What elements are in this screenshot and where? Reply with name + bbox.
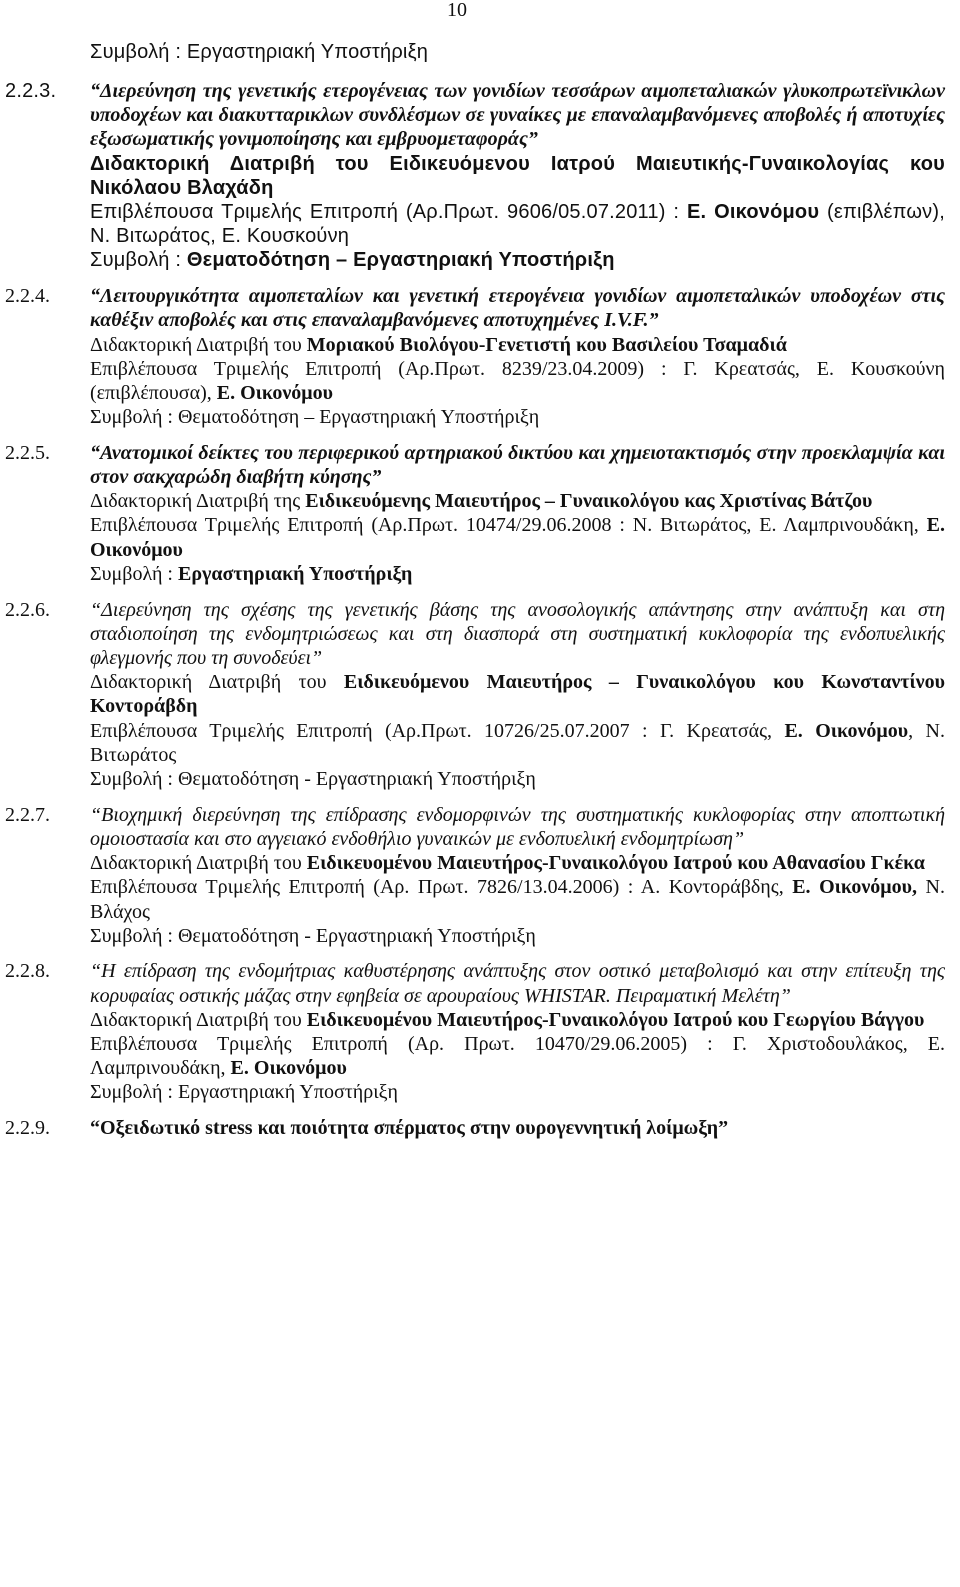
dissertation-line bbox=[90, 333, 945, 357]
committee-rest: (επιβλέπων), Ν. Βιτωράτος, Ε. Κουσκούνη bbox=[90, 201, 946, 248]
entry-number: 2.2.4. bbox=[5, 285, 50, 308]
dissertation-person: Ειδικευόμενης Μαιευτήρος – Γυναικολόγου κας Χριστίνας Βάτζου bbox=[305, 490, 873, 513]
entry-title: “Λειτουργικότητα αιμοπεταλίων και γενετική ετερογένεια γονιδίων αιμοπεταλικών υποδοχέων στις καθέξιν αποβολές και στις επαναλαμβανόμενες αποτυχημένες I.V.F.” bbox=[90, 285, 945, 332]
contribution-line bbox=[90, 767, 945, 791]
dissertation-person: Ειδικευομένου Μαιευτήρος-Γυναικολόγου Ιατρού κου Γεωργίου Βάγγου bbox=[306, 1008, 925, 1031]
committee-text: Επιβλέπουσα Τριμελής Επιτροπή (Αρ. Πρωτ. 7826/13.04.2006) : Α. Κοντοράβδης, bbox=[90, 876, 793, 899]
committee-text: Επιβλέπουσα Τριμελής Επιτροπή (Αρ.Πρωτ. 8239/23.04.2009) : Γ. Κρεατσάς, Ε. Κουσκούνη (επιβλέπουσα), bbox=[90, 357, 945, 404]
committee-line bbox=[90, 1032, 945, 1080]
committee-line bbox=[90, 875, 945, 923]
dissertation-prefix: Διδακτορική Διατριβή του bbox=[90, 852, 307, 875]
contribution-label: Συμβολή : Θεματοδότηση - Εργαστηριακή Υποστήριξη bbox=[90, 767, 536, 790]
contribution-label: Συμβολή : Εργαστηριακή Υποστήριξη bbox=[90, 1081, 398, 1104]
dissertation-person: Μοριακού Βιολόγου-Γενετιστή κου Βασιλείου Τσαμαδιά bbox=[306, 333, 787, 356]
entry-number: 2.2.5. bbox=[5, 441, 50, 464]
committee-text: Επιβλέπουσα Τριμελής Επιτροπή (Αρ.Πρωτ. 10726/25.07.2007 : Γ. Κρεατσάς, bbox=[90, 719, 785, 742]
dissertation-line: Διδακτορική Διατριβή του Ειδικευόμενου Ιατρού Μαιευτικής-Γυναικολογίας κου Νικόλαου Βλαχάδη bbox=[90, 152, 945, 199]
list-item bbox=[5, 598, 949, 792]
list-item bbox=[5, 284, 949, 429]
intro-contribution-line: Συμβολή : Εργαστηριακή Υποστήριξη bbox=[90, 41, 429, 63]
list-item bbox=[5, 441, 949, 586]
contribution-label: Συμβολή : Θεματοδότηση - Εργαστηριακή Υποστήριξη bbox=[90, 924, 536, 947]
list-item bbox=[5, 959, 949, 1104]
committee-highlight: Ε. Οικονόμου bbox=[784, 719, 909, 742]
committee-line bbox=[90, 513, 945, 561]
contribution-label: Συμβολή : bbox=[90, 562, 178, 585]
dissertation-line bbox=[90, 851, 945, 875]
committee-rest: Ν. Βλάχος bbox=[90, 876, 945, 923]
dissertation-prefix: Διδακτορική Διατριβή του bbox=[90, 1008, 307, 1031]
committee-line bbox=[90, 719, 945, 767]
contribution-line bbox=[90, 405, 945, 429]
entry-number: 2.2.3. bbox=[5, 80, 57, 102]
committee-text: Επιβλέπουσα Τριμελής Επιτροπή (Αρ.Πρωτ. 9606/05.07.2011) : bbox=[90, 201, 687, 224]
dissertation-person: Ειδικευομένου Μαιευτήρος-Γυναικολόγου Ιατρού κου Αθανασίου Γκέκα bbox=[306, 852, 925, 875]
dissertation-person: Ειδικευόμενου Μαιευτήρος – Γυναικολόγου κου Κωνσταντίνου Κοντοράβδη bbox=[90, 671, 946, 718]
committee-line bbox=[90, 357, 945, 405]
entry-title: “Η επίδραση της ενδομήτριας καθυστέρησης ανάπτυξης στον οστικό μεταβολισμό και στην επίτευξη της κορυφαίας οστικής μάζας στην εφηβεία σε αρουραίους WHISTAR. Πειραματική Μελέτη” bbox=[90, 960, 945, 1007]
committee-line bbox=[90, 200, 945, 248]
contribution-line bbox=[90, 924, 945, 948]
page-number: 10 bbox=[447, 0, 467, 21]
list-item bbox=[5, 79, 949, 273]
dissertation-prefix: Διδακτορική Διατριβή της bbox=[90, 490, 306, 513]
dissertation-line bbox=[90, 1008, 945, 1032]
list-item bbox=[5, 1116, 949, 1140]
contribution-line bbox=[90, 562, 945, 586]
committee-rest: , Ν. Βιτωράτος bbox=[90, 719, 946, 766]
committee-text: Επιβλέπουσα Τριμελής Επιτροπή (Αρ.Πρωτ. 10474/29.06.2008 : Ν. Βιτωράτος, Ε. Λαμπρινουδάκη, bbox=[90, 514, 927, 537]
dissertation-prefix: Διδακτορική Διατριβή του bbox=[90, 333, 307, 356]
entry-number: 2.2.9. bbox=[5, 1117, 50, 1140]
contribution-value: Θεματοδότηση – Εργαστηριακή Υποστήριξη bbox=[186, 249, 615, 272]
list-item bbox=[5, 803, 949, 948]
dissertation-prefix: Διδακτορική Διατριβή του bbox=[90, 671, 344, 694]
dissertation-list bbox=[5, 79, 949, 1152]
committee-text: Επιβλέπουσα Τριμελής Επιτροπή (Αρ. Πρωτ. 10470/29.06.2005) : Γ. Χριστοδουλάκος, Ε. Λαμπρινουδάκη, bbox=[90, 1033, 945, 1080]
committee-highlight: Ε. Οικονόμου bbox=[216, 381, 334, 404]
entry-title: “Οξειδωτικό stress και ποιότητα σπέρματος στην ουρογεννητική λοίμωξη” bbox=[90, 1117, 729, 1140]
committee-highlight: Ε. Οικονόμου bbox=[687, 201, 820, 224]
contribution-line bbox=[90, 1080, 945, 1104]
entry-number: 2.2.7. bbox=[5, 803, 50, 826]
committee-highlight: Ε. Οικονόμου, bbox=[792, 876, 918, 899]
contribution-label: Συμβολή : Θεματοδότηση – Εργαστηριακή Υποστήριξη bbox=[90, 406, 540, 429]
entry-title: “Διερεύνηση της σχέσης της γενετικής βάσης της ανοσολογικής απάντησης στην ανάπτυξη και στη σταδιοποίηση της ενδομητριώσεως και στη διασπορά στη συστηματική κυκλοφορία της ενδοπυελικής φλεγμονής που τη συνοδεύει” bbox=[90, 598, 945, 669]
entry-title: “Βιοχημική διερεύνηση της επίδρασης ενδομορφινών της συστηματικής κυκλοφορίας στην αποπτωτική ομοιοστασία και στο αγγειακό ενδοθήλιο γυναικών με ενδοπυελική ενδομητρίωση” bbox=[90, 803, 945, 850]
dissertation-line bbox=[90, 670, 945, 718]
contribution-label: Συμβολή : bbox=[90, 249, 187, 272]
contribution-value: Εργαστηριακή Υποστήριξη bbox=[177, 562, 413, 585]
contribution-line bbox=[90, 248, 945, 272]
entry-title: “Διερεύνηση της γενετικής ετερογένειας των γονιδίων τεσσάρων αιμοπεταλιακών γλυκοπρωτεϊνικλων υποδοχέων και διακυτταρικλων συνδλέσμων σε γυναίκες με επαναλαμβανόμενες αποβολές ή αποτυχίες εξωσωματικής γονιμοποίησης και εμβρυομεταφοράς” bbox=[90, 80, 945, 151]
committee-highlight: Ε. Οικονόμου bbox=[230, 1057, 347, 1080]
entry-number: 2.2.6. bbox=[5, 598, 50, 621]
committee-highlight: Ε. Οικονόμου bbox=[90, 514, 945, 561]
entry-title: “Ανατομικοί δείκτες του περιφερικού αρτηριακού δικτύου και χημειοτακτισμός στην προεκλαμψία και στον σακχαρώδη διαβήτη κύησης” bbox=[90, 441, 945, 489]
entry-number: 2.2.8. bbox=[5, 960, 50, 983]
dissertation-line bbox=[90, 489, 945, 513]
